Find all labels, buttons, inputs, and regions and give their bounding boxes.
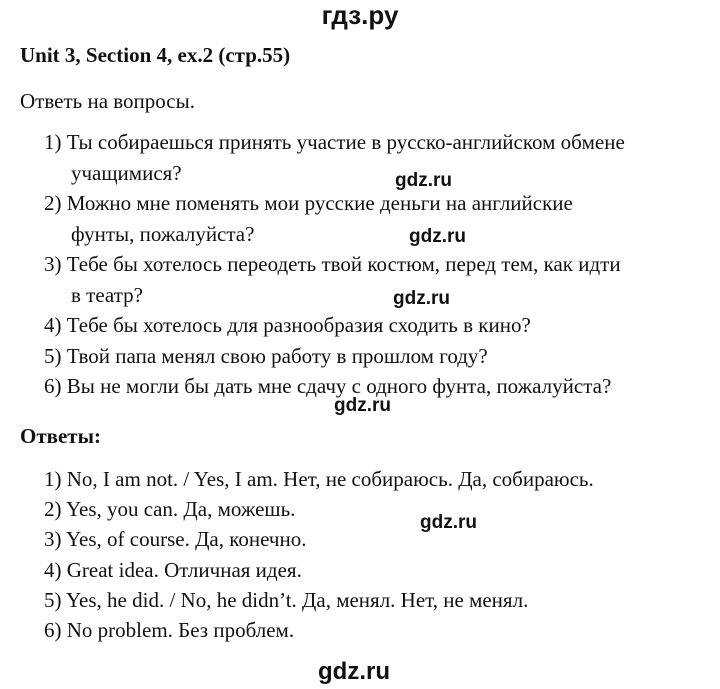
question-text-line: Тебе бы хотелось для разнообразия сходить в кино? [66, 313, 531, 337]
answer-number: 1) [44, 467, 62, 491]
question-item [44, 249, 625, 310]
question-number: 3) [44, 252, 62, 276]
answer-text: Yes, he did. / No, he didn’t. Да, менял. Нет, не менял. [65, 587, 529, 612]
answer-text: Yes, of course. Да, конечно. [65, 527, 307, 552]
answer-number: 2) [44, 497, 62, 522]
instruction-text: Ответь на вопросы. [20, 89, 195, 113]
answer-item [44, 464, 594, 494]
answer-text: Yes, you can. Да, можешь. [65, 497, 296, 522]
question-text-line: в театр? [71, 282, 143, 307]
answer-item [44, 494, 594, 524]
answer-text: Great idea. Отличная идея. [66, 557, 302, 582]
watermark: gdz.ru [395, 170, 452, 191]
watermark: gdz.ru [409, 226, 466, 247]
question-number: 2) [44, 191, 62, 215]
answer-number: 4) [44, 557, 62, 582]
question-number: 1) [44, 130, 62, 154]
answer-number: 6) [44, 618, 62, 643]
answer-text: No problem. Без проблем. [66, 618, 295, 643]
question-number: 5) [44, 343, 62, 368]
watermark: gdz.ru [334, 395, 391, 416]
watermark: gdz.ru [420, 512, 477, 533]
answers-heading: Ответы: [20, 424, 102, 448]
answer-text: No, I am not. / Yes, I am. Нет, не собираюсь. Да, собираюсь. [66, 467, 594, 491]
questions-list [44, 127, 625, 402]
question-text-line: учащимися? [71, 160, 182, 185]
answer-item [44, 524, 594, 554]
question-text-line: Тебе бы хотелось переодеть твой костюм, перед тем, как идти [66, 252, 621, 276]
exercise-heading: Unit 3, Section 4, ex.2 (стр.55) [20, 43, 291, 67]
question-text-line: Ты собираешься принять участие в русско-английском обмене [66, 130, 625, 154]
question-item [44, 310, 625, 341]
site-header: гдз.ру [321, 0, 399, 30]
watermark: gdz.ru [393, 288, 450, 309]
answer-item [44, 555, 594, 585]
question-text-line: Твой папа менял свою работу в прошлом году? [66, 343, 488, 368]
question-number: 6) [44, 374, 62, 398]
question-text-line: Вы не могли бы дать мне сдачу с одного фунта, пожалуйста? [66, 374, 612, 398]
question-item [44, 188, 625, 249]
question-item [44, 127, 625, 188]
question-item [44, 341, 625, 372]
question-text-line: фунты, пожалуйста? [71, 221, 255, 246]
answer-number: 3) [44, 527, 62, 552]
question-number: 4) [44, 313, 62, 337]
question-text-line: Можно мне поменять мои русские деньги на английские [66, 191, 573, 215]
answer-number: 5) [44, 587, 62, 612]
answers-list [44, 464, 594, 645]
answer-item [44, 585, 594, 615]
footer-watermark: gdz.ru [318, 658, 390, 685]
answer-item [44, 615, 594, 645]
